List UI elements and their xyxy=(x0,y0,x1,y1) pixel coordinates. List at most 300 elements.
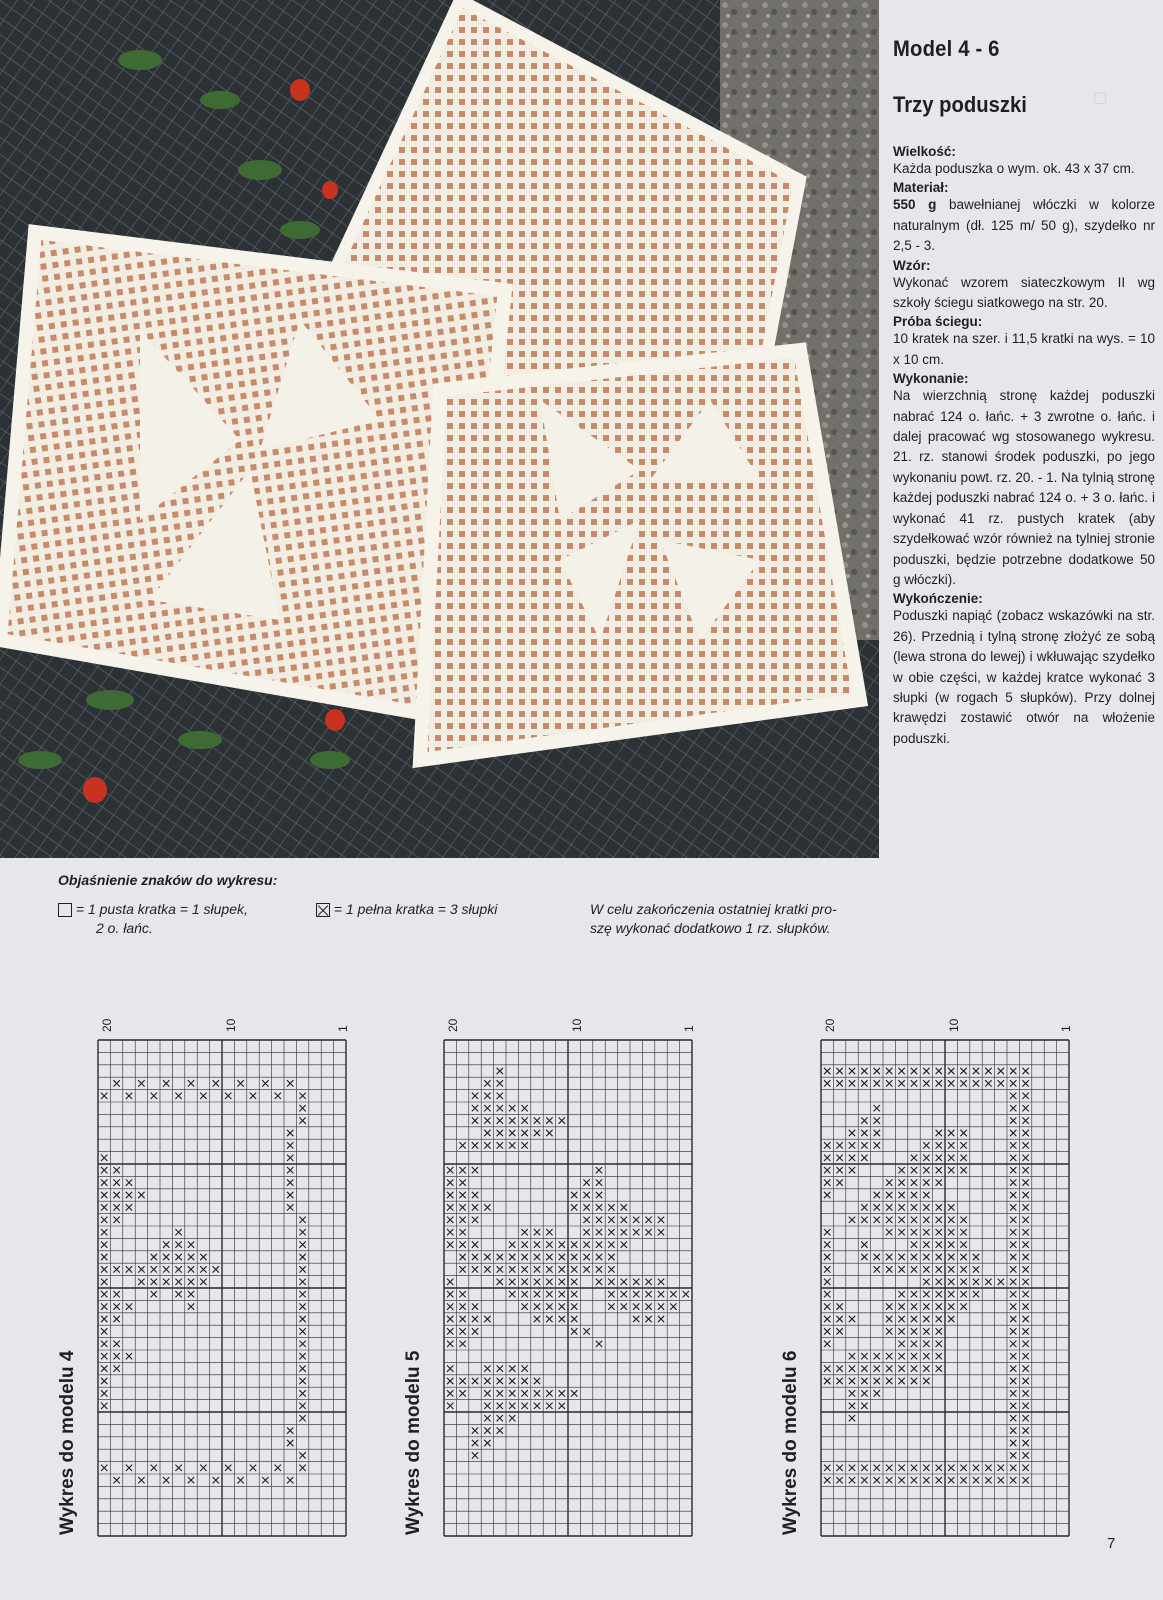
filled-cell-mark xyxy=(546,1241,552,1247)
filled-cell-mark xyxy=(497,1093,503,1099)
filled-cell-mark xyxy=(1010,1291,1016,1297)
filled-cell-mark xyxy=(973,1080,979,1086)
filled-cell-mark xyxy=(1022,1105,1028,1111)
filled-cell-mark xyxy=(621,1217,627,1223)
filled-cell-mark xyxy=(101,1390,107,1396)
filled-cell-mark xyxy=(1022,1204,1028,1210)
filled-cell-mark xyxy=(596,1254,602,1260)
filled-cell-mark xyxy=(151,1254,157,1260)
filled-cell-mark xyxy=(188,1080,194,1086)
filled-cell-mark xyxy=(936,1241,942,1247)
filled-cell-mark xyxy=(299,1279,305,1285)
filled-cell-mark xyxy=(1010,1117,1016,1123)
filled-cell-mark xyxy=(936,1341,942,1347)
filled-cell-mark xyxy=(163,1266,169,1272)
filled-cell-mark xyxy=(571,1204,577,1210)
filled-cell-mark xyxy=(126,1266,132,1272)
filled-cell-mark xyxy=(534,1378,540,1384)
filled-cell-mark xyxy=(936,1279,942,1285)
filled-cell-mark xyxy=(645,1217,651,1223)
filled-cell-mark xyxy=(163,1279,169,1285)
filled-cell-mark xyxy=(559,1266,565,1272)
section-heading: Materiał: xyxy=(893,180,949,196)
page-number: 7 xyxy=(1107,1535,1116,1552)
filled-cell-mark xyxy=(497,1427,503,1433)
filled-cell-mark xyxy=(175,1465,181,1471)
filled-cell-mark xyxy=(299,1266,305,1272)
chart-title: Wykres do modelu 4 xyxy=(57,1350,78,1535)
filled-cell-mark xyxy=(559,1241,565,1247)
filled-cell-mark xyxy=(1022,1291,1028,1297)
filled-cell-mark xyxy=(849,1390,855,1396)
filled-cell-mark xyxy=(936,1266,942,1272)
filled-cell-mark xyxy=(101,1241,107,1247)
filled-cell-mark xyxy=(472,1167,478,1173)
filled-cell-mark xyxy=(960,1142,966,1148)
section-text: Poduszki napiąć (zobacz wskazówki na str. 26). Przednią i tylną stronę złożyć ze sobą (lewa strona do lewej) i wkłuwając szydełko w obie części, w każdej kratce wykonać 3 słupki (w rogach 5 słupków). Przy dolnej krawędzi zostawić otwór na włożenie poduszki. xyxy=(893,608,1155,746)
filled-cell-mark xyxy=(824,1477,830,1483)
filled-cell-mark xyxy=(299,1217,305,1223)
filled-cell-mark xyxy=(484,1378,490,1384)
filled-cell-mark xyxy=(898,1229,904,1235)
filled-cell-mark xyxy=(836,1068,842,1074)
crossed-square-icon xyxy=(316,903,330,917)
filled-cell-mark xyxy=(960,1155,966,1161)
filled-cell-mark xyxy=(1010,1142,1016,1148)
filled-cell-mark xyxy=(874,1353,880,1359)
filled-cell-mark xyxy=(861,1204,867,1210)
filled-cell-mark xyxy=(898,1328,904,1334)
filled-cell-mark xyxy=(874,1142,880,1148)
filled-cell-mark xyxy=(886,1477,892,1483)
filled-cell-mark xyxy=(936,1179,942,1185)
filled-cell-mark xyxy=(188,1291,194,1297)
filled-cell-mark xyxy=(824,1179,830,1185)
filled-cell-mark xyxy=(113,1266,119,1272)
filled-cell-mark xyxy=(1010,1105,1016,1111)
filled-cell-mark xyxy=(138,1477,144,1483)
filled-cell-mark xyxy=(936,1204,942,1210)
filled-cell-mark xyxy=(113,1353,119,1359)
filled-cell-mark xyxy=(175,1291,181,1297)
filled-cell-mark xyxy=(973,1266,979,1272)
filled-cell-mark xyxy=(559,1117,565,1123)
filled-cell-mark xyxy=(459,1341,465,1347)
filled-cell-mark xyxy=(1022,1440,1028,1446)
filled-cell-mark xyxy=(1022,1279,1028,1285)
filled-cell-mark xyxy=(960,1279,966,1285)
filled-cell-mark xyxy=(1022,1378,1028,1384)
filled-cell-mark xyxy=(113,1080,119,1086)
filled-cell-mark xyxy=(101,1328,107,1334)
filled-cell-mark xyxy=(509,1266,515,1272)
filled-cell-mark xyxy=(621,1303,627,1309)
legend-note-line2: szę wykonać dodatkowo 1 rz. słupków. xyxy=(590,920,831,936)
filled-cell-mark xyxy=(113,1204,119,1210)
filled-cell-mark xyxy=(998,1080,1004,1086)
filled-cell-mark xyxy=(824,1291,830,1297)
filled-cell-mark xyxy=(973,1254,979,1260)
filled-cell-mark xyxy=(1022,1167,1028,1173)
filled-cell-mark xyxy=(898,1192,904,1198)
filled-cell-mark xyxy=(287,1130,293,1136)
filled-cell-mark xyxy=(621,1204,627,1210)
column-number: 1 xyxy=(335,1025,350,1032)
column-number: 20 xyxy=(823,1018,837,1032)
filled-cell-mark xyxy=(1022,1229,1028,1235)
filled-cell-mark xyxy=(936,1229,942,1235)
crochet-chart-grid xyxy=(443,1039,693,1537)
filled-cell-mark xyxy=(898,1341,904,1347)
filled-cell-mark xyxy=(936,1130,942,1136)
filled-cell-mark xyxy=(608,1229,614,1235)
filled-cell-mark xyxy=(898,1254,904,1260)
filled-cell-mark xyxy=(874,1266,880,1272)
filled-cell-mark xyxy=(1022,1080,1028,1086)
filled-cell-mark xyxy=(559,1390,565,1396)
filled-cell-mark xyxy=(447,1217,453,1223)
filled-cell-mark xyxy=(948,1291,954,1297)
filled-cell-mark xyxy=(497,1130,503,1136)
filled-cell-mark xyxy=(936,1080,942,1086)
section-text: 10 kratek na szer. i 11,5 kratki na wys. = 10 x 10 cm. xyxy=(893,331,1155,367)
filled-cell-mark xyxy=(1022,1452,1028,1458)
filled-cell-mark xyxy=(824,1365,830,1371)
filled-cell-mark xyxy=(608,1291,614,1297)
filled-cell-mark xyxy=(237,1080,243,1086)
filled-cell-mark xyxy=(596,1279,602,1285)
filled-cell-mark xyxy=(1022,1093,1028,1099)
filled-cell-mark xyxy=(960,1241,966,1247)
filled-cell-mark xyxy=(237,1477,243,1483)
filled-cell-mark xyxy=(960,1068,966,1074)
filled-cell-mark xyxy=(886,1378,892,1384)
filled-cell-mark xyxy=(521,1303,527,1309)
filled-cell-mark xyxy=(874,1068,880,1074)
filled-cell-mark xyxy=(534,1403,540,1409)
model-title: Model 4 - 6 xyxy=(893,36,1000,61)
filled-cell-mark xyxy=(275,1093,281,1099)
filled-cell-mark xyxy=(936,1328,942,1334)
filled-cell-mark xyxy=(886,1328,892,1334)
filled-cell-mark xyxy=(459,1217,465,1223)
filled-cell-mark xyxy=(497,1254,503,1260)
filled-cell-mark xyxy=(1022,1353,1028,1359)
filled-cell-mark xyxy=(1010,1192,1016,1198)
filled-cell-mark xyxy=(200,1093,206,1099)
filled-cell-mark xyxy=(948,1477,954,1483)
filled-cell-mark xyxy=(484,1440,490,1446)
column-number: 20 xyxy=(446,1018,460,1032)
filled-cell-mark xyxy=(923,1316,929,1322)
filled-cell-mark xyxy=(163,1477,169,1483)
filled-cell-mark xyxy=(299,1229,305,1235)
yarn-weight: 550 g xyxy=(893,197,937,213)
filled-cell-mark xyxy=(874,1365,880,1371)
filled-cell-mark xyxy=(911,1303,917,1309)
filled-cell-mark xyxy=(126,1179,132,1185)
filled-cell-mark xyxy=(1010,1440,1016,1446)
filled-cell-mark xyxy=(521,1241,527,1247)
filled-cell-mark xyxy=(1022,1266,1028,1272)
filled-cell-mark xyxy=(948,1204,954,1210)
filled-cell-mark xyxy=(948,1080,954,1086)
filled-cell-mark xyxy=(849,1155,855,1161)
filled-cell-mark xyxy=(521,1390,527,1396)
filled-cell-mark xyxy=(936,1291,942,1297)
filled-cell-mark xyxy=(874,1477,880,1483)
filled-cell-mark xyxy=(113,1477,119,1483)
filled-cell-mark xyxy=(923,1068,929,1074)
filled-cell-mark xyxy=(497,1105,503,1111)
filled-cell-mark xyxy=(923,1465,929,1471)
section-text: Wykonać wzorem siateczkowym II wg szkoły ściegu siatkowego na str. 20. xyxy=(893,274,1155,311)
filled-cell-mark xyxy=(1022,1403,1028,1409)
column-number: 10 xyxy=(224,1018,238,1032)
filled-cell-mark xyxy=(287,1080,293,1086)
filled-cell-mark xyxy=(898,1316,904,1322)
filled-cell-mark xyxy=(886,1068,892,1074)
filled-cell-mark xyxy=(1010,1303,1016,1309)
filled-cell-mark xyxy=(874,1378,880,1384)
filled-cell-mark xyxy=(521,1254,527,1260)
filled-cell-mark xyxy=(658,1279,664,1285)
filled-cell-mark xyxy=(911,1254,917,1260)
filled-cell-mark xyxy=(275,1465,281,1471)
filled-cell-mark xyxy=(998,1465,1004,1471)
filled-cell-mark xyxy=(596,1241,602,1247)
filled-cell-mark xyxy=(824,1279,830,1285)
filled-cell-mark xyxy=(836,1155,842,1161)
filled-cell-mark xyxy=(459,1192,465,1198)
filled-cell-mark xyxy=(1022,1303,1028,1309)
filled-cell-mark xyxy=(836,1328,842,1334)
filled-cell-mark xyxy=(645,1303,651,1309)
filled-cell-mark xyxy=(1010,1353,1016,1359)
filled-cell-mark xyxy=(621,1229,627,1235)
filled-cell-mark xyxy=(126,1465,132,1471)
filled-cell-mark xyxy=(948,1130,954,1136)
filled-cell-mark xyxy=(484,1316,490,1322)
filled-cell-mark xyxy=(849,1465,855,1471)
filled-cell-mark xyxy=(973,1068,979,1074)
filled-cell-mark xyxy=(861,1365,867,1371)
filled-cell-mark xyxy=(824,1328,830,1334)
filled-cell-mark xyxy=(849,1217,855,1223)
filled-cell-mark xyxy=(898,1465,904,1471)
filled-cell-mark xyxy=(608,1241,614,1247)
filled-cell-mark xyxy=(1010,1341,1016,1347)
legend-heading: Objaśnienie znaków do wykresu: xyxy=(58,872,278,888)
filled-cell-mark xyxy=(459,1328,465,1334)
filled-cell-mark xyxy=(645,1279,651,1285)
filled-cell-mark xyxy=(250,1093,256,1099)
filled-cell-mark xyxy=(101,1353,107,1359)
filled-cell-mark xyxy=(1022,1477,1028,1483)
filled-cell-mark xyxy=(113,1192,119,1198)
filled-cell-mark xyxy=(948,1254,954,1260)
filled-cell-mark xyxy=(936,1254,942,1260)
filled-cell-mark xyxy=(998,1068,1004,1074)
filled-cell-mark xyxy=(898,1080,904,1086)
filled-cell-mark xyxy=(447,1229,453,1235)
filled-cell-mark xyxy=(898,1353,904,1359)
filled-cell-mark xyxy=(472,1328,478,1334)
filled-cell-mark xyxy=(1010,1130,1016,1136)
filled-cell-mark xyxy=(126,1303,132,1309)
filled-cell-mark xyxy=(583,1192,589,1198)
filled-cell-mark xyxy=(1022,1192,1028,1198)
filled-cell-mark xyxy=(861,1068,867,1074)
filled-cell-mark xyxy=(923,1217,929,1223)
filled-cell-mark xyxy=(583,1241,589,1247)
filled-cell-mark xyxy=(960,1217,966,1223)
filled-cell-mark xyxy=(886,1465,892,1471)
filled-cell-mark xyxy=(1022,1217,1028,1223)
filled-cell-mark xyxy=(521,1266,527,1272)
filled-cell-mark xyxy=(188,1241,194,1247)
filled-cell-mark xyxy=(633,1316,639,1322)
filled-cell-mark xyxy=(287,1167,293,1173)
legend-empty xyxy=(58,900,248,938)
filled-cell-mark xyxy=(936,1465,942,1471)
filled-cell-mark xyxy=(571,1266,577,1272)
legend-note xyxy=(590,900,837,938)
filled-cell-mark xyxy=(299,1328,305,1334)
filled-cell-mark xyxy=(645,1291,651,1297)
filled-cell-mark xyxy=(447,1167,453,1173)
filled-cell-mark xyxy=(497,1266,503,1272)
filled-cell-mark xyxy=(151,1266,157,1272)
filled-cell-mark xyxy=(225,1465,231,1471)
column-number: 10 xyxy=(570,1018,584,1032)
pillows-photo xyxy=(0,0,879,858)
filled-cell-mark xyxy=(101,1341,107,1347)
filled-cell-mark xyxy=(101,1155,107,1161)
filled-cell-mark xyxy=(287,1477,293,1483)
filled-cell-mark xyxy=(571,1279,577,1285)
filled-cell-mark xyxy=(113,1179,119,1185)
filled-cell-mark xyxy=(670,1303,676,1309)
filled-cell-mark xyxy=(509,1291,515,1297)
filled-cell-mark xyxy=(287,1204,293,1210)
filled-cell-mark xyxy=(836,1365,842,1371)
filled-cell-mark xyxy=(836,1477,842,1483)
filled-cell-mark xyxy=(126,1353,132,1359)
filled-cell-mark xyxy=(1022,1068,1028,1074)
filled-cell-mark xyxy=(113,1316,119,1322)
filled-cell-mark xyxy=(898,1217,904,1223)
filled-cell-mark xyxy=(998,1477,1004,1483)
filled-cell-mark xyxy=(299,1353,305,1359)
filled-cell-mark xyxy=(101,1266,107,1272)
filled-cell-mark xyxy=(911,1155,917,1161)
filled-cell-mark xyxy=(546,1291,552,1297)
filled-cell-mark xyxy=(571,1291,577,1297)
filled-cell-mark xyxy=(213,1266,219,1272)
filled-cell-mark xyxy=(886,1179,892,1185)
filled-cell-mark xyxy=(911,1179,917,1185)
filled-cell-mark xyxy=(126,1192,132,1198)
filled-cell-mark xyxy=(225,1093,231,1099)
filled-cell-mark xyxy=(497,1415,503,1421)
filled-cell-mark xyxy=(923,1353,929,1359)
filled-cell-mark xyxy=(824,1080,830,1086)
filled-cell-mark xyxy=(447,1279,453,1285)
filled-cell-mark xyxy=(447,1341,453,1347)
filled-cell-mark xyxy=(849,1130,855,1136)
filled-cell-mark xyxy=(497,1117,503,1123)
filled-cell-mark xyxy=(299,1316,305,1322)
filled-cell-mark xyxy=(583,1266,589,1272)
filled-cell-mark xyxy=(596,1192,602,1198)
filled-cell-mark xyxy=(484,1415,490,1421)
filled-cell-mark xyxy=(175,1254,181,1260)
filled-cell-mark xyxy=(985,1080,991,1086)
filled-cell-mark xyxy=(874,1390,880,1396)
filled-cell-mark xyxy=(1010,1179,1016,1185)
filled-cell-mark xyxy=(509,1105,515,1111)
filled-cell-mark xyxy=(138,1279,144,1285)
filled-cell-mark xyxy=(658,1291,664,1297)
filled-cell-mark xyxy=(472,1378,478,1384)
filled-cell-mark xyxy=(861,1241,867,1247)
filled-cell-mark xyxy=(683,1291,689,1297)
filled-cell-mark xyxy=(824,1229,830,1235)
filled-cell-mark xyxy=(484,1365,490,1371)
filled-cell-mark xyxy=(1022,1328,1028,1334)
filled-cell-mark xyxy=(1010,1093,1016,1099)
filled-cell-mark xyxy=(886,1303,892,1309)
filled-cell-mark xyxy=(936,1217,942,1223)
filled-cell-mark xyxy=(1010,1241,1016,1247)
filled-cell-mark xyxy=(608,1279,614,1285)
filled-cell-mark xyxy=(521,1365,527,1371)
filled-cell-mark xyxy=(101,1093,107,1099)
filled-cell-mark xyxy=(608,1204,614,1210)
filled-cell-mark xyxy=(658,1229,664,1235)
filled-cell-mark xyxy=(299,1241,305,1247)
filled-cell-mark xyxy=(497,1068,503,1074)
filled-cell-mark xyxy=(923,1291,929,1297)
filled-cell-mark xyxy=(1010,1217,1016,1223)
filled-cell-mark xyxy=(472,1192,478,1198)
filled-cell-mark xyxy=(1022,1254,1028,1260)
crochet-chart-grid xyxy=(820,1039,1070,1537)
filled-cell-mark xyxy=(1022,1415,1028,1421)
filled-cell-mark xyxy=(824,1241,830,1247)
filled-cell-mark xyxy=(287,1179,293,1185)
filled-cell-mark xyxy=(596,1179,602,1185)
filled-cell-mark xyxy=(621,1241,627,1247)
filled-cell-mark xyxy=(849,1365,855,1371)
filled-cell-mark xyxy=(898,1378,904,1384)
filled-cell-mark xyxy=(521,1130,527,1136)
filled-cell-mark xyxy=(824,1465,830,1471)
filled-cell-mark xyxy=(472,1303,478,1309)
filled-cell-mark xyxy=(849,1403,855,1409)
filled-cell-mark xyxy=(559,1316,565,1322)
filled-cell-mark xyxy=(534,1117,540,1123)
filled-cell-mark xyxy=(299,1303,305,1309)
filled-cell-mark xyxy=(1022,1365,1028,1371)
filled-cell-mark xyxy=(836,1303,842,1309)
filled-cell-mark xyxy=(447,1303,453,1309)
filled-cell-mark xyxy=(287,1440,293,1446)
filled-cell-mark xyxy=(861,1254,867,1260)
filled-cell-mark xyxy=(923,1167,929,1173)
filled-cell-mark xyxy=(188,1254,194,1260)
